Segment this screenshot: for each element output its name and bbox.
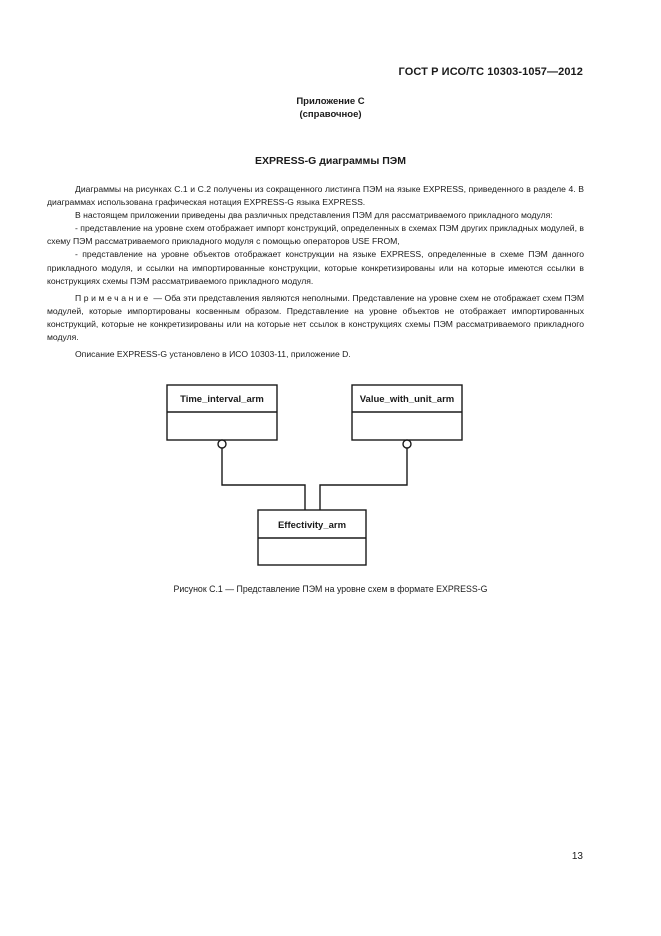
- note-label: Примечание: [75, 292, 151, 303]
- relationship-circle-value-with-unit: [403, 440, 411, 448]
- use-from-line-time-interval: [222, 448, 305, 510]
- note: [47, 292, 584, 344]
- relationship-circle-time-interval: [218, 440, 226, 448]
- paragraph-schema-level: - представление на уровне схем отображает импорт конструкций, определенных в схемах ПЭМ других прикладных модулей, в схему ПЭМ рассматриваемого прикладного модуля с помощью операторов USE FROM,: [47, 223, 584, 247]
- paragraph-figures-source: Диаграммы на рисунках С.1 и С.2 получены из сокращенного листинга ПЭМ на языке EXPRESS, приведенного в разделе 4. В диаграммах использована графическая нотация EXPRESS-G языка EXPRESS.: [47, 184, 584, 208]
- paragraph-two-views: В настоящем приложении приведены два различных представления ПЭМ для рассматриваемого прикладного модуля:: [75, 210, 553, 221]
- use-from-line-value-with-unit: [320, 448, 407, 510]
- note-text: — Оба эти представления являются неполными. Представление на уровне схем не отображает схем ПЭМ модулей, которые импортированы косвенным образом. Представление на уровне объектов не отображает импортированных конструкций, которые не конкретизированы или на которые нет ссылок в конструкциях схемы ПЭМ рассматриваемого прикладного модуля.: [47, 292, 584, 343]
- schema-label-effectivity: Effectivity_arm: [277, 520, 347, 531]
- annex-title: Приложение С: [296, 96, 365, 107]
- paragraph-express-g-reference: Описание EXPRESS-G установлено в ИСО 10303-11, приложение D.: [75, 349, 351, 360]
- standard-code: ГОСТ Р ИСО/ТС 10303-1057—2012: [398, 66, 583, 78]
- schema-label-time-interval: Time_interval_arm: [180, 394, 264, 405]
- body-text: [47, 183, 584, 361]
- annex-type: (справочное): [299, 109, 362, 120]
- figure-caption: Рисунок С.1 — Представление ПЭМ на уровне схем в формате EXPRESS-G: [173, 584, 488, 594]
- express-g-diagram: [0, 370, 661, 580]
- section-title: EXPRESS-G диаграммы ПЭМ: [255, 155, 406, 167]
- paragraph-entity-level: - представление на уровне объектов отображает конструкции на языке EXPRESS, определенные в схеме ПЭМ данного прикладного модуля, и ссылки на импортированные конструкции, которые конкретизированы или на которые имеются ссылки в конструкциях схемы ПЭМ рассматриваемого прикладного модуля.: [47, 249, 584, 286]
- page-number: 13: [571, 851, 583, 862]
- schema-label-value-with-unit: Value_with_unit_arm: [359, 394, 455, 405]
